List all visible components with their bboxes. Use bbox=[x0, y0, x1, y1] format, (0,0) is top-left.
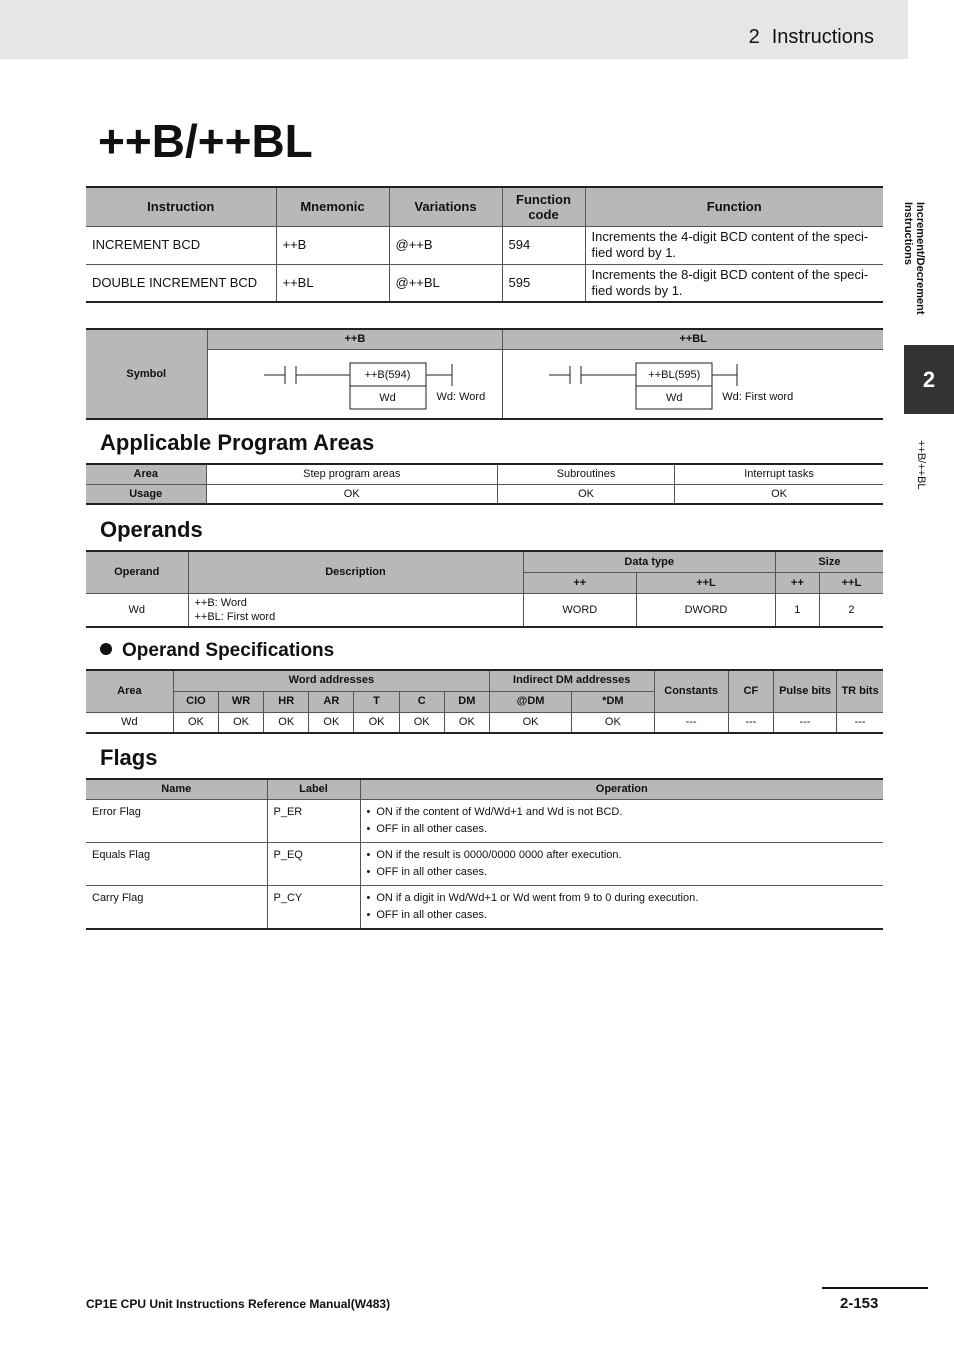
table-row bbox=[86, 712, 883, 733]
page-number: 2-153 bbox=[840, 1295, 879, 1312]
table-row bbox=[86, 593, 883, 627]
flag-label: P_ER bbox=[267, 799, 360, 842]
operation-line: • OFF in all other cases. bbox=[367, 864, 878, 881]
sub-header-t: T bbox=[354, 691, 399, 712]
areas-table bbox=[86, 463, 883, 505]
cell-size-b: 1 bbox=[775, 593, 819, 627]
ladder-diagram-b bbox=[208, 350, 544, 420]
sub-header-size-bl: ++L bbox=[819, 572, 883, 593]
heading-operands: Operands bbox=[100, 517, 203, 542]
col-header-function-code: Function code bbox=[502, 187, 585, 226]
cell-datatype-bl: DWORD bbox=[637, 593, 776, 627]
area-step: Step program areas bbox=[206, 464, 497, 484]
cell-hr: OK bbox=[264, 712, 309, 733]
symbol-head-b: ++B bbox=[207, 329, 503, 349]
operands-table bbox=[86, 550, 883, 628]
cell-function: Increments the 4-digit BCD content of the speci-fied word by 1. bbox=[585, 226, 883, 264]
instruction-table bbox=[86, 186, 883, 303]
operation-line: • OFF in all other cases. bbox=[367, 821, 878, 838]
operation-line: • ON if the content of Wd/Wd+1 and Wd is not BCD. bbox=[367, 804, 878, 821]
col-header-name: Name bbox=[86, 779, 267, 799]
ladder-diagram-bl bbox=[503, 350, 839, 420]
flag-label: P_CY bbox=[267, 885, 360, 929]
col-header-mnemonic: Mnemonic bbox=[276, 187, 389, 226]
flag-operation bbox=[360, 842, 883, 885]
chapter-title: Instructions bbox=[771, 26, 874, 48]
side-label-line2: Instructions bbox=[902, 202, 914, 265]
symbol-cell-bl bbox=[503, 349, 883, 419]
row-label-area: Area bbox=[86, 464, 206, 484]
cell-size-bl: 2 bbox=[819, 593, 883, 627]
chapter-number: 2 bbox=[748, 26, 760, 48]
cell-instruction: DOUBLE INCREMENT BCD bbox=[86, 264, 276, 302]
sub-header-dt-bl: ++L bbox=[637, 572, 776, 593]
sub-header-dm: DM bbox=[444, 691, 489, 712]
col-header-tr-bits: TR bits bbox=[837, 670, 883, 712]
page-title: ++B/++BL bbox=[98, 115, 313, 167]
cell-description bbox=[188, 593, 523, 627]
cell-tr-bits: --- bbox=[837, 712, 883, 733]
sub-header-star-dm: *DM bbox=[572, 691, 654, 712]
area-interrupt: Interrupt tasks bbox=[675, 464, 883, 484]
symbol-head-bl: ++BL bbox=[503, 329, 883, 349]
side-label-line1: Increment/Decrement bbox=[914, 202, 926, 315]
symbol-cell-b bbox=[207, 349, 503, 419]
ladder-box-label: ++B(594) bbox=[364, 368, 411, 381]
flag-name: Equals Flag bbox=[86, 842, 267, 885]
desc-line-1: ++B: Word bbox=[194, 596, 247, 609]
flag-name: Carry Flag bbox=[86, 885, 267, 929]
col-header-size: Size bbox=[775, 551, 883, 572]
flag-label: P_EQ bbox=[267, 842, 360, 885]
table-row bbox=[86, 799, 883, 842]
cell-function-code: 595 bbox=[502, 264, 585, 302]
operation-line: • ON if a digit in Wd/Wd+1 or Wd went from 9 to 0 during execution. bbox=[367, 890, 878, 907]
sub-header-size-b: ++ bbox=[775, 572, 819, 593]
flags-table bbox=[86, 778, 883, 930]
col-header-label: Label bbox=[267, 779, 360, 799]
flag-operation bbox=[360, 885, 883, 929]
cell-function: Increments the 8-digit BCD content of the speci-fied words by 1. bbox=[585, 264, 883, 302]
col-header-constants: Constants bbox=[654, 670, 728, 712]
col-header-function: Function bbox=[585, 187, 883, 226]
cell-at-dm: OK bbox=[489, 712, 571, 733]
heading-flags: Flags bbox=[100, 745, 158, 770]
side-instruction-label: ++B/++BL bbox=[915, 440, 927, 490]
sub-header-at-dm: @DM bbox=[489, 691, 571, 712]
ladder-box-label: ++BL(595) bbox=[648, 368, 701, 381]
cell-cio: OK bbox=[173, 712, 218, 733]
heading-applicable-areas: Applicable Program Areas bbox=[100, 430, 375, 455]
table-row bbox=[86, 226, 883, 264]
operand-spec-table bbox=[86, 669, 883, 734]
col-header-pulse-bits: Pulse bits bbox=[773, 670, 836, 712]
symbol-label: Symbol bbox=[86, 329, 207, 419]
col-header-description: Description bbox=[188, 551, 523, 593]
cell-wr: OK bbox=[218, 712, 263, 733]
row-label-usage: Usage bbox=[86, 484, 206, 504]
operation-line: • OFF in all other cases. bbox=[367, 907, 878, 924]
col-header-variations: Variations bbox=[389, 187, 502, 226]
usage-step: OK bbox=[206, 484, 497, 504]
col-header-instruction: Instruction bbox=[86, 187, 276, 226]
sub-header-dt-b: ++ bbox=[523, 572, 637, 593]
sub-header-c: C bbox=[399, 691, 444, 712]
chapter-tab[interactable]: 2 bbox=[904, 345, 954, 414]
ladder-operand: Wd bbox=[666, 391, 683, 404]
operation-line: • ON if the result is 0000/0000 0000 after execution. bbox=[367, 847, 878, 864]
col-header-word-addresses: Word addresses bbox=[173, 670, 489, 691]
ladder-note: Wd: Word bbox=[436, 390, 486, 403]
cell-c: OK bbox=[399, 712, 444, 733]
side-section-label bbox=[902, 202, 928, 337]
chapter-header bbox=[749, 26, 874, 49]
cell-ar: OK bbox=[309, 712, 354, 733]
footer-rule bbox=[822, 1287, 928, 1289]
bullet-icon bbox=[100, 643, 112, 655]
symbol-table bbox=[86, 328, 883, 420]
table-row bbox=[86, 885, 883, 929]
usage-subroutines: OK bbox=[497, 484, 674, 504]
area-subroutines: Subroutines bbox=[497, 464, 674, 484]
col-header-indirect: Indirect DM addresses bbox=[489, 670, 654, 691]
cell-function-code: 594 bbox=[502, 226, 585, 264]
cell-star-dm: OK bbox=[572, 712, 654, 733]
col-header-data-type: Data type bbox=[523, 551, 775, 572]
sub-header-hr: HR bbox=[264, 691, 309, 712]
footer-manual-title: CP1E CPU Unit Instructions Reference Manual(W483) bbox=[86, 1297, 391, 1311]
cell-mnemonic: ++BL bbox=[276, 264, 389, 302]
desc-line-2: ++BL: First word bbox=[194, 610, 276, 623]
usage-interrupt: OK bbox=[675, 484, 883, 504]
flag-operation bbox=[360, 799, 883, 842]
sub-header-cio: CIO bbox=[173, 691, 218, 712]
cell-variations: @++B bbox=[389, 226, 502, 264]
cell-datatype-b: WORD bbox=[523, 593, 637, 627]
ladder-operand: Wd bbox=[379, 391, 396, 404]
col-header-area: Area bbox=[86, 670, 173, 712]
cell-area: Wd bbox=[86, 712, 173, 733]
cell-dm: OK bbox=[444, 712, 489, 733]
cell-cf: --- bbox=[728, 712, 773, 733]
col-header-operand: Operand bbox=[86, 551, 188, 593]
cell-pulse-bits: --- bbox=[773, 712, 836, 733]
flag-name: Error Flag bbox=[86, 799, 267, 842]
heading-operand-specs bbox=[100, 640, 334, 662]
cell-variations: @++BL bbox=[389, 264, 502, 302]
ladder-note: Wd: First word bbox=[722, 390, 794, 403]
col-header-cf: CF bbox=[728, 670, 773, 712]
sub-header-wr: WR bbox=[218, 691, 263, 712]
table-row bbox=[86, 842, 883, 885]
cell-mnemonic: ++B bbox=[276, 226, 389, 264]
cell-t: OK bbox=[354, 712, 399, 733]
cell-operand: Wd bbox=[86, 593, 188, 627]
heading-operand-specs-text: Operand Specifications bbox=[122, 640, 335, 661]
col-header-operation: Operation bbox=[360, 779, 883, 799]
cell-constants: --- bbox=[654, 712, 728, 733]
table-row bbox=[86, 264, 883, 302]
sub-header-ar: AR bbox=[309, 691, 354, 712]
cell-instruction: INCREMENT BCD bbox=[86, 226, 276, 264]
